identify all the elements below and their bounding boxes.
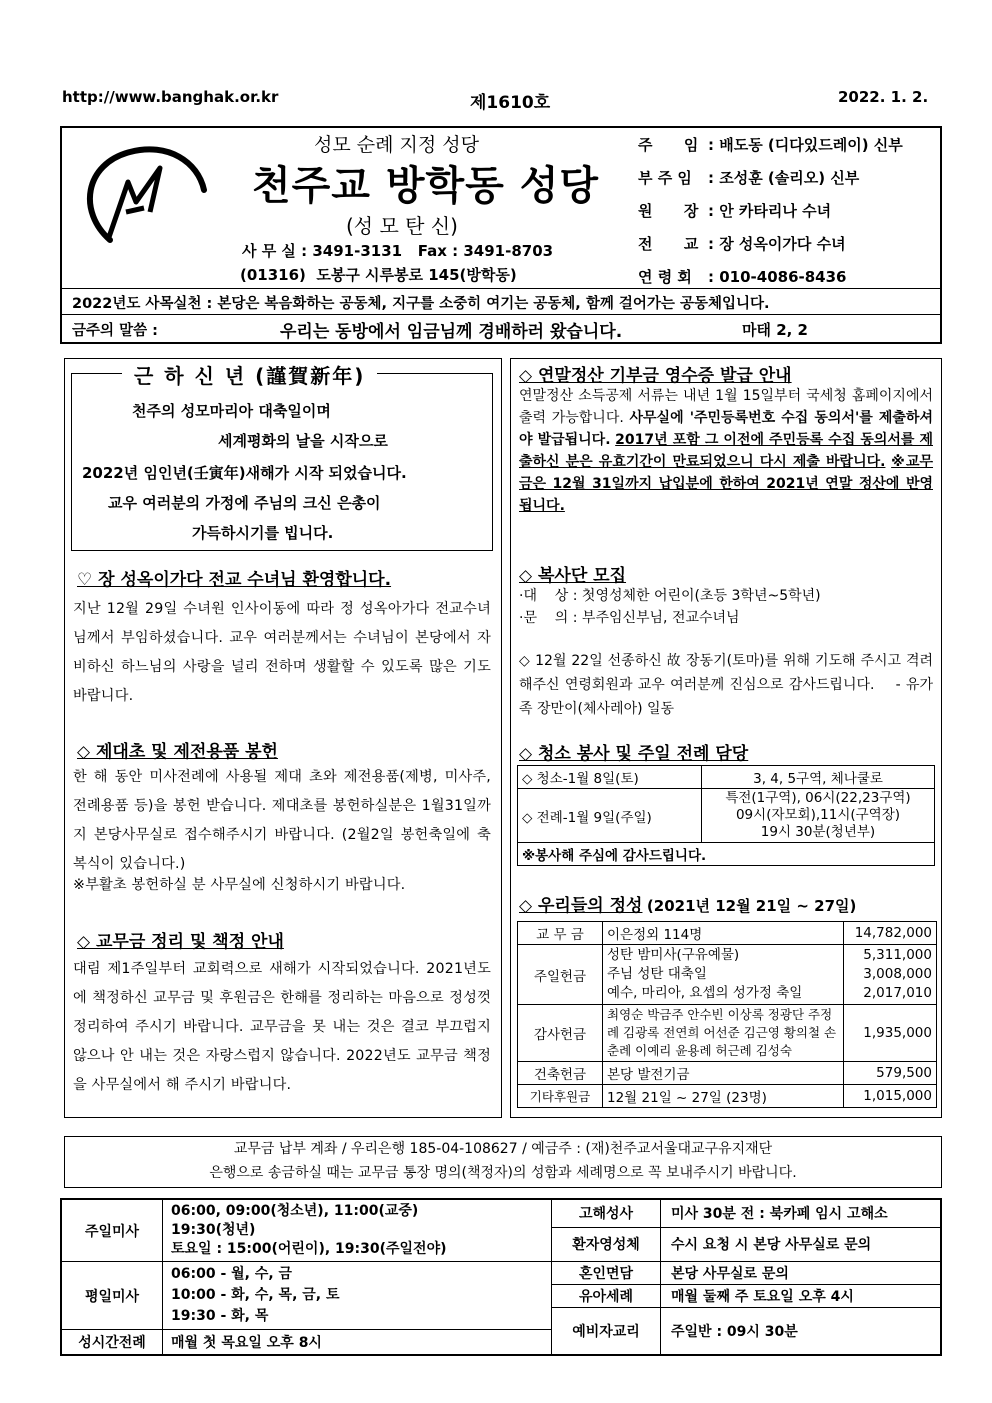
weekly-verse [62,314,940,342]
offering-amount: 1,015,000 [844,1085,937,1108]
staff-list [638,134,938,299]
catechumen-info: 주일반 : 09시 30분 [661,1308,942,1356]
tax-receipt-expired: 2017년 포함 그 이전에 주민등록 수집 동의서를 제출하신 분은 유효기간이 만료되었으니 다시 제출 바랍니다. [519,432,933,470]
offering-category: 감사헌금 [518,1005,603,1062]
infant-baptism-label: 유아세례 [552,1285,661,1308]
offering-desc: 12월 21일 ~ 27일 (23명) [603,1085,844,1108]
greeting-line: 2022년 임인년(壬寅年)새해가 시작 되었습니다. [82,464,407,482]
dues-body: 대림 제1주일부터 교회력으로 새해가 시작되었습니다. 2021년도에 책정하신 교무금 및 후원금은 한해를 정리하는 마음으로 정성껏 정리하여 주시기 바랍니다. 교무금을 못 내는 것은 결코 부끄럽지 않으나 안 내는 것은 자랑스럽지 않습니다. 2022년도 교무금 책정을 사무실에서 해 주시기 바랍니다. [73,961,491,1093]
service-duty-heading: ◇ 청소 봉사 및 주일 전례 담당 [519,744,749,764]
staff-row: 연 령 회 : 010-4086-8436 [638,268,847,286]
holy-hour-label: 성시간전례 [61,1330,163,1356]
greeting-line: 가득하시기를 빕니다. [192,524,334,542]
offering-amount: 5,311,000 3,008,000 2,017,010 [844,945,937,1005]
altar-candle-body: 한 해 동안 미사전례에 사용될 제대 초와 제전용품(제병, 미사주, 전례용품 등)을 봉헌 받습니다. 제대초를 봉헌하실분은 1월31일까지 본당사무실로 접수해주시기 바랍니다. (2월2일 봉헌축일에 축복식이 있습니다.) [73,769,491,872]
table-row [518,1062,937,1085]
issue-date: 2022. 1. 2. [838,88,929,106]
tax-receipt-text: 연말정산 소득공제 서류는 내년 1월 15일부터 국세청 홈페이지에서 출력 가능합니다. [519,388,933,426]
sunday-mass-label: 주일미사 [61,1199,163,1262]
dues-heading: ◇ 교무금 정리 및 책정 안내 [77,932,284,952]
offering-desc: 본당 발전기금 [603,1062,844,1085]
sunday-time: 19:30(청년) [171,1222,256,1238]
weekday-mass-label: 평일미사 [61,1262,163,1330]
tax-receipt-heading: ◇ 연말정산 기부금 영수증 발급 안내 [519,366,792,386]
marriage-label: 혼인면담 [552,1262,661,1285]
mass-schedule [60,1198,942,1356]
offering-category: 교 무 금 [518,922,603,945]
confession-info: 미사 30분 전 : 북카페 임시 고해소 [661,1199,942,1227]
issue-number: 제1610호 [470,93,551,113]
table-row [518,1005,937,1062]
staff-row: 주 임 : 배도동 (디다있드레이) 신부 [638,136,903,154]
infant-baptism-info: 매월 둘째 주 토요일 오후 4시 [661,1285,942,1308]
verse-reference: 마태 2, 2 [742,321,808,339]
verse-text: 우리는 동방에서 임금님께 경배하러 왔습니다. [280,322,623,342]
offering-amount: 14,782,000 [844,922,937,945]
table-row [61,1199,941,1227]
new-year-greeting [71,364,493,551]
greeting-title: 근 하 신 년 (謹賀新年) [122,360,377,389]
duty-value: 특전(1구역), 06시(22,23구역) 09시(자모회),11시(구역장) 19시 30분(청년부) [702,789,935,843]
offering-table [517,921,937,1108]
table-row [518,789,935,843]
tax-receipt-body [519,385,933,517]
parish-title: 천주교 방학동 성당 [252,163,599,209]
offering-amount: 579,500 [844,1062,937,1085]
duty-label: ◇ 전례-1월 9일(주일) [518,789,702,843]
offering-category: 건축헌금 [518,1062,603,1085]
altar-candle-heading: ◇ 제대초 및 제전용품 봉헌 [77,742,278,762]
account-info [64,1136,942,1188]
offering-category: 기타후원금 [518,1085,603,1108]
welcome-sister-heading: ♡ 장 성옥이가다 전교 수녀님 환영합니다. [77,570,392,590]
account-instruction: 은행으로 송금하실 때는 교무금 통장 명의(책정자)의 성함과 세례명으로 꼭 보내주시기 바랍니다. [209,1165,797,1181]
tax-receipt-note: ※교무금은 12월 31일까지 납입분에 한하여 2021년 연말 정산에 반영됩니다. [519,454,934,514]
masthead-subtitle: 성모 순례 지정 성당 [314,134,479,156]
altar-server-contact: ·문 의 : 부주임신부님, 전교수녀님 [519,610,740,626]
duty-thanks: ※봉사해 주심에 감사드립니다. [518,843,935,866]
offering-desc: 최영순 박금주 안수빈 이상록 정광단 주정례 김광록 전연희 어선준 김근영 황의철 손춘례 이예리 윤용례 허근례 김성숙 [603,1005,844,1062]
pastoral-motto: 2022년도 사목실천 : 본당은 복음화하는 공동체, 지구를 소중히 여기는 공동체, 함께 걸어가는 공동체입니다. [62,288,940,314]
sunday-time: 06:00, 09:00(청소년), 11:00(교중) [171,1203,419,1219]
staff-row: 부 주 임 : 조성훈 (솔리오) 신부 [638,169,860,187]
condolence-note: ◇ 12월 22일 선종하신 故 장동기(토마)를 위해 기도해 주시고 격려해주신 연령회원과 교우 여러분께 진심으로 감사드립니다. - 유가족 장만이(체사레아) 일동 [519,653,933,717]
service-duty-table [517,765,935,866]
weekday-time: 06:00 - 월, 수, 금 [171,1266,293,1282]
newsletter-name: (성 모 탄 신) [346,214,458,238]
left-column [64,358,502,1118]
offering-heading [519,891,856,916]
altar-server-heading: ◇ 복사단 모집 [519,566,627,586]
table-row [518,945,937,1005]
greeting-line: 교우 여러분의 가정에 주님의 크신 은총이 [108,494,381,512]
staff-row: 원 장 : 안 카타리나 수녀 [638,202,832,220]
offering-category: 주일헌금 [518,945,603,1005]
tax-receipt-consent: 사무실에 '주민등록번호 수집 동의서'를 제출하셔야 발급됩니다. [519,410,933,448]
right-column [510,358,942,1118]
sick-communion-label: 환자영성체 [552,1227,661,1261]
holy-hour-info: 매월 첫 목요일 오후 8시 [163,1330,552,1356]
sick-communion-info: 수시 요청 시 본당 사무실로 문의 [661,1227,942,1261]
sunday-time: 토요일 : 15:00(어린이), 19:30(주일전야) [171,1241,447,1257]
altar-server-target: ·대 상 : 첫영성체한 어린이(초등 3학년~5학년) [519,588,821,604]
offering-amount: 1,935,000 [844,1005,937,1062]
table-row [518,922,937,945]
weekday-time: 19:30 - 화, 목 [171,1308,269,1324]
offering-title: ◇ 우리들의 정성 [519,896,643,916]
greeting-line: 세계평화의 날을 시작으로 [218,432,388,450]
account-number: 교무금 납부 계좌 / 우리은행 185-04-108627 / 예금주 : (재)천주교서울대교구유지재단 [233,1141,773,1157]
greeting-line: 천주의 성모마리아 대축일이며 [132,402,331,420]
weekday-time: 10:00 - 화, 수, 목, 금, 토 [171,1287,340,1303]
duty-value: 3, 4, 5구역, 체나쿨로 [702,766,935,789]
offering-period: (2021년 12월 21일 ~ 27일) [646,897,857,915]
easter-candle-note: ※부활초 봉헌하실 분 사무실에 신청하시기 바랍니다. [73,877,406,893]
table-row [61,1262,941,1285]
table-row [518,843,935,866]
table-row [518,1085,937,1108]
website-url[interactable]: http://www.banghak.or.kr [62,88,279,106]
marriage-info: 본당 사무실로 문의 [661,1262,942,1285]
offering-desc: 성탄 밤미사(구유예물) 주님 성탄 대축일 예수, 마리아, 요셉의 성가정 축일 [603,945,844,1005]
parish-logo-icon [70,142,210,252]
verse-label: 금주의 말씀 : [72,323,158,339]
office-contact: 사 무 실 : 3491-3131 Fax : 3491-8703 [242,242,554,260]
parish-address: (01316) 도봉구 시루봉로 145(방학동) [240,266,517,284]
welcome-sister-body: 지난 12월 29일 수녀원 인사이동에 따라 정 성옥아가다 전교수녀님께서 부임하셨습니다. 교우 여러분께서는 수녀님이 본당에서 자비하신 하느님의 사랑을 널리 전하며 생활할 수 있도록 많은 기도 바랍니다. [73,601,491,704]
duty-label: ◇ 청소-1월 8일(토) [518,766,702,789]
offering-desc: 이은정외 114명 [603,922,844,945]
confession-label: 고해성사 [552,1199,661,1227]
staff-row: 전 교 : 장 성옥이가다 수녀 [638,235,846,253]
masthead [60,126,942,344]
weekday-mass-times [163,1262,552,1330]
catechumen-label: 예비자교리 [552,1308,661,1356]
sunday-mass-times [163,1199,552,1262]
table-row [518,766,935,789]
